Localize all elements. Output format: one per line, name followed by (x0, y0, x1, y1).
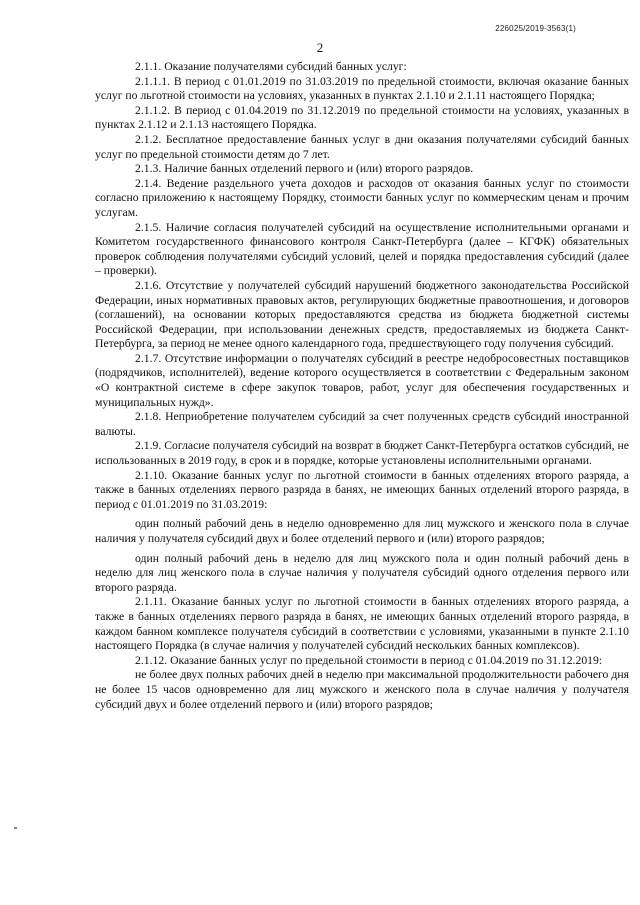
paragraph: 2.1.6. Отсутствие у получателей субсидий нарушений бюджетного законодательства Российской Федерации, иных нормативных правовых актов, регулирующих бюджетные правоотношения, и договоров (соглашений), на основании которых предоставляются средства из бюджета бюджетной системы Российской Федерации, при использовании денежных средств, предоставляемых из бюджета Санкт-Петербурга, за период не менее одного календарного года, предшествующего году получения субсидий. (95, 278, 629, 351)
paragraph: 2.1.9. Согласие получателя субсидий на возврат в бюджет Санкт-Петербурга остатков субсидий, не использованных в 2019 году, в срок и в порядке, которые установлены исполнительными органами. (95, 439, 629, 468)
paragraph: 2.1.7. Отсутствие информации о получателях субсидий в реестре недобросовестных поставщиков (подрядчиков, исполнителей), ведение которого осуществляется в соответствии с Федеральным законом «О контрактной системе в сфере закупок товаров, работ, услуг для обеспечения государственных и муниципальных нужд». (95, 351, 629, 409)
scan-mark (14, 827, 17, 829)
paragraph: 2.1.1. Оказание получателями субсидий банных услуг: (135, 60, 407, 73)
paragraph: 2.1.11. Оказание банных услуг по льготной стоимости в банных отделениях второго разряда, а также в банных отделениях первого разряда в банях, не имеющих банных отделений второго разряда, в каждом банном комплексе получателя субсидий в соответствии с условиями, указанными в пункте 2.1.10 настоящего Порядка (в случае наличия у получателей субсидий нескольких банных комплексов). (95, 595, 629, 653)
paragraph: 2.1.2. Бесплатное предоставление банных услуг в дни оказания получателями субсидий банных услуг по предельной стоимости детям до 7 лет. (95, 132, 629, 161)
paragraph: 2.1.10. Оказание банных услуг по льготной стоимости в банных отделениях второго разряда, а также в банных отделениях первого разряда в банях, не имеющих банных отделений второго разряда, в период с 01.01.2019 по 31.03.2019: (95, 468, 629, 511)
paragraph: 2.1.8. Неприобретение получателем субсидий за счет полученных средств субсидий иностранной валюты. (95, 410, 629, 438)
document-body (95, 60, 629, 712)
paragraph: 2.1.12. Оказание банных услуг по предельной стоимости в период с 01.04.2019 по 31.12.2019: (135, 653, 603, 667)
paragraph: 2.1.1.1. В период с 01.01.2019 по 31.03.2019 по предельной стоимости, включая оказание банных услуг по льготной стоимости на условиях, указанных в пунктах 2.1.10 и 2.1.11 настоящего Порядка; (95, 74, 629, 103)
paragraph: один полный рабочий день в неделю для лиц мужского пола и один полный рабочий день в неделю для лиц женского пола в случае наличия у получателя субсидий одного отделения первого или второго разряда. (95, 551, 629, 594)
paragraph: 2.1.1.2. В период с 01.04.2019 по 31.12.2019 по предельной стоимости на условиях, указанных в пунктах 2.1.12 и 2.1.13 настоящего Порядка. (95, 103, 629, 132)
paragraph: 2.1.5. Наличие согласия получателей субсидий на осуществление исполнительными органами и Комитетом государственного финансового контроля Санкт-Петербурга (далее – КГФК) обязательных проверок соблюдения получателями субсидий условий, целей и порядка предоставления субсидий (далее – проверки). (95, 220, 629, 278)
paragraph: 2.1.3. Наличие банных отделений первого и (или) второго разрядов. (135, 162, 474, 176)
paragraph: один полный рабочий день в неделю одновременно для лиц мужского и женского пола в случае наличия у получателя субсидий двух и более отделений первого и (или) второго разрядов; (95, 517, 629, 545)
paragraph: не более двух полных рабочих дней в неделю при максимальной продолжительности рабочего дня не более 15 часов одновременно для лиц мужского и женского пола в случае наличия у получателя субсидий двух и более отделений первого и (или) второго разрядов; (95, 668, 629, 711)
page-number: 2 (316, 40, 324, 55)
paragraph: 2.1.4. Ведение раздельного учета доходов и расходов от оказания банных услуг по стоимости согласно приложению к настоящему Порядку, стоимости банных услуг по коммерческим ценам и прочим услугам. (95, 176, 629, 219)
document-id: 226025/2019-3563(1) (495, 24, 576, 33)
